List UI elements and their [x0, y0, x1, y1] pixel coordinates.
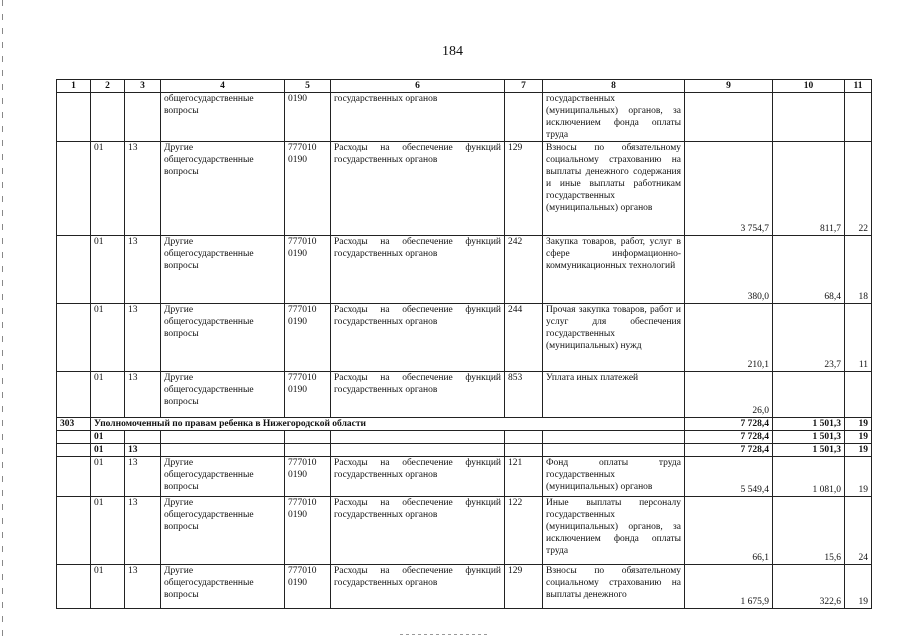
table-row — [57, 565, 872, 609]
cell-section-name: Другие общегосударственные вопросы — [161, 457, 285, 497]
cell-article-name: Расходы на обеспечение функций государственных органов — [331, 304, 505, 372]
cell-dept-code — [57, 457, 91, 497]
cell-amount-actual: 322,6 — [773, 565, 845, 609]
org-total-row — [57, 418, 872, 431]
cell-expense-type: 129 — [505, 565, 543, 609]
cell-percent: 19 — [845, 457, 872, 497]
cell-amount-plan: 7 728,4 — [685, 418, 773, 431]
cell-section-name: Другие общегосударственные вопросы — [161, 565, 285, 609]
cell-subsection: 13 — [125, 304, 161, 372]
cell-subsection: 13 — [125, 372, 161, 418]
column-header: 10 — [773, 80, 845, 93]
column-header: 11 — [845, 80, 872, 93]
empty-cell — [161, 444, 285, 457]
cell-amount-actual: 15,6 — [773, 497, 845, 565]
cell-target-article: 0190 — [285, 93, 331, 142]
cell-amount-plan — [685, 93, 773, 142]
cell-amount-plan: 1 675,9 — [685, 565, 773, 609]
cell-dept-code: 303 — [57, 418, 91, 431]
table-row — [57, 304, 872, 372]
cell-target-article: 777010 0190 — [285, 142, 331, 236]
cell-percent — [845, 372, 872, 418]
cell-amount-plan: 380,0 — [685, 236, 773, 304]
scan-mark — [400, 634, 490, 635]
cell-amount-plan: 7 728,4 — [685, 431, 773, 444]
column-header: 8 — [543, 80, 685, 93]
cell-target-article: 777010 0190 — [285, 497, 331, 565]
table-row — [57, 93, 872, 142]
cell-amount-plan: 7 728,4 — [685, 444, 773, 457]
cell-percent: 11 — [845, 304, 872, 372]
column-header: 5 — [285, 80, 331, 93]
empty-cell — [505, 444, 543, 457]
cell-section-name: Другие общегосударственные вопросы — [161, 236, 285, 304]
cell-section: 01 — [91, 304, 125, 372]
column-header: 6 — [331, 80, 505, 93]
cell-target-article: 777010 0190 — [285, 457, 331, 497]
cell-section: 01 — [91, 142, 125, 236]
cell-article-name: Расходы на обеспечение функций государственных органов — [331, 142, 505, 236]
cell-section: 01 — [91, 236, 125, 304]
cell-expense-name: Взносы по обязательному социальному страхованию на выплаты денежного содержания и иные выплаты работникам государственных (муниципальных) органов — [543, 142, 685, 236]
cell-dept-code — [57, 497, 91, 565]
subsection-total-row — [57, 444, 872, 457]
section-total-row — [57, 431, 872, 444]
cell-amount-actual: 811,7 — [773, 142, 845, 236]
cell-amount-plan: 5 549,4 — [685, 457, 773, 497]
cell-section: 01 — [91, 444, 125, 457]
table-row — [57, 142, 872, 236]
cell-dept-code — [57, 565, 91, 609]
empty-cell — [331, 444, 505, 457]
cell-section: 01 — [91, 565, 125, 609]
cell-section — [91, 93, 125, 142]
cell-dept-code — [57, 93, 91, 142]
table-row — [57, 497, 872, 565]
cell-target-article: 777010 0190 — [285, 565, 331, 609]
empty-cell — [543, 431, 685, 444]
cell-section: 01 — [91, 372, 125, 418]
cell-section-name: Другие общегосударственные вопросы — [161, 372, 285, 418]
scan-margin-line — [2, 0, 3, 640]
cell-amount-plan: 66,1 — [685, 497, 773, 565]
table-row — [57, 236, 872, 304]
empty-cell — [543, 444, 685, 457]
cell-percent: 18 — [845, 236, 872, 304]
empty-cell — [125, 431, 161, 444]
cell-article-name: Расходы на обеспечение функций государственных органов — [331, 565, 505, 609]
budget-table — [56, 79, 872, 609]
cell-section-name: Другие общегосударственные вопросы — [161, 304, 285, 372]
column-header: 7 — [505, 80, 543, 93]
cell-expense-type: 122 — [505, 497, 543, 565]
cell-subsection: 13 — [125, 236, 161, 304]
cell-subsection: 13 — [125, 142, 161, 236]
cell-dept-code — [57, 142, 91, 236]
cell-subsection: 13 — [125, 565, 161, 609]
cell-section-name: Другие общегосударственные вопросы — [161, 497, 285, 565]
cell-dept-code — [57, 304, 91, 372]
cell-target-article: 777010 0190 — [285, 304, 331, 372]
table-row — [57, 372, 872, 418]
cell-amount-actual — [773, 93, 845, 142]
column-header: 4 — [161, 80, 285, 93]
cell-article-name: Расходы на обеспечение функций государственных органов — [331, 497, 505, 565]
org-name: Уполномоченный по правам ребенка в Нижегородской области — [91, 418, 685, 431]
column-header: 1 — [57, 80, 91, 93]
empty-cell — [285, 431, 331, 444]
cell-amount-actual: 1 501,3 — [773, 431, 845, 444]
cell-amount-plan: 26,0 — [685, 372, 773, 418]
cell-expense-name: Взносы по обязательному социальному страхованию на выплаты денежного — [543, 565, 685, 609]
cell-target-article: 777010 0190 — [285, 236, 331, 304]
cell-section: 01 — [91, 431, 125, 444]
cell-expense-type: 244 — [505, 304, 543, 372]
cell-percent: 24 — [845, 497, 872, 565]
cell-subsection — [125, 93, 161, 142]
cell-percent: 19 — [845, 565, 872, 609]
cell-section-name: общегосударственные вопросы — [161, 93, 285, 142]
cell-percent: 19 — [845, 418, 872, 431]
cell-expense-name: Уплата иных платежей — [543, 372, 685, 418]
cell-expense-type — [505, 93, 543, 142]
cell-expense-name: государственных (муниципальных) органов, за исключением фонда оплаты труда — [543, 93, 685, 142]
cell-amount-plan: 3 754,7 — [685, 142, 773, 236]
cell-expense-type: 853 — [505, 372, 543, 418]
column-number-header — [57, 80, 872, 93]
empty-cell — [505, 431, 543, 444]
cell-dept-code — [57, 236, 91, 304]
cell-expense-name: Прочая закупка товаров, работ и услуг для обеспечения государственных (муниципальных) нужд — [543, 304, 685, 372]
cell-article-name: Расходы на обеспечение функций государственных органов — [331, 457, 505, 497]
cell-expense-type: 129 — [505, 142, 543, 236]
cell-amount-plan: 210,1 — [685, 304, 773, 372]
column-header: 2 — [91, 80, 125, 93]
cell-section: 01 — [91, 497, 125, 565]
cell-article-name: Расходы на обеспечение функций государственных органов — [331, 372, 505, 418]
empty-cell — [57, 431, 91, 444]
empty-cell — [161, 431, 285, 444]
cell-amount-actual: 1 081,0 — [773, 457, 845, 497]
empty-cell — [57, 444, 91, 457]
table-row — [57, 457, 872, 497]
cell-expense-name: Иные выплаты персоналу государственных (муниципальных) органов, за исключением фонда оплаты труда — [543, 497, 685, 565]
cell-amount-actual: 1 501,3 — [773, 444, 845, 457]
cell-expense-name: Фонд оплаты труда государственных (муниципальных) органов — [543, 457, 685, 497]
cell-expense-type: 121 — [505, 457, 543, 497]
cell-expense-type: 242 — [505, 236, 543, 304]
cell-percent: 22 — [845, 142, 872, 236]
empty-cell — [331, 431, 505, 444]
cell-amount-actual: 23,7 — [773, 304, 845, 372]
cell-subsection: 13 — [125, 457, 161, 497]
cell-percent: 19 — [845, 431, 872, 444]
cell-section-name: Другие общегосударственные вопросы — [161, 142, 285, 236]
cell-percent — [845, 93, 872, 142]
cell-subsection: 13 — [125, 497, 161, 565]
cell-amount-actual — [773, 372, 845, 418]
cell-percent: 19 — [845, 444, 872, 457]
empty-cell — [285, 444, 331, 457]
cell-dept-code — [57, 372, 91, 418]
cell-article-name: Расходы на обеспечение функций государственных органов — [331, 236, 505, 304]
cell-section: 01 — [91, 457, 125, 497]
cell-target-article: 777010 0190 — [285, 372, 331, 418]
page-number: 184 — [442, 44, 463, 59]
column-header: 9 — [685, 80, 773, 93]
cell-subsection: 13 — [125, 444, 161, 457]
column-header: 3 — [125, 80, 161, 93]
cell-amount-actual: 1 501,3 — [773, 418, 845, 431]
cell-expense-name: Закупка товаров, работ, услуг в сфере информационно-коммуникационных технологий — [543, 236, 685, 304]
cell-article-name: государственных органов — [331, 93, 505, 142]
cell-amount-actual: 68,4 — [773, 236, 845, 304]
